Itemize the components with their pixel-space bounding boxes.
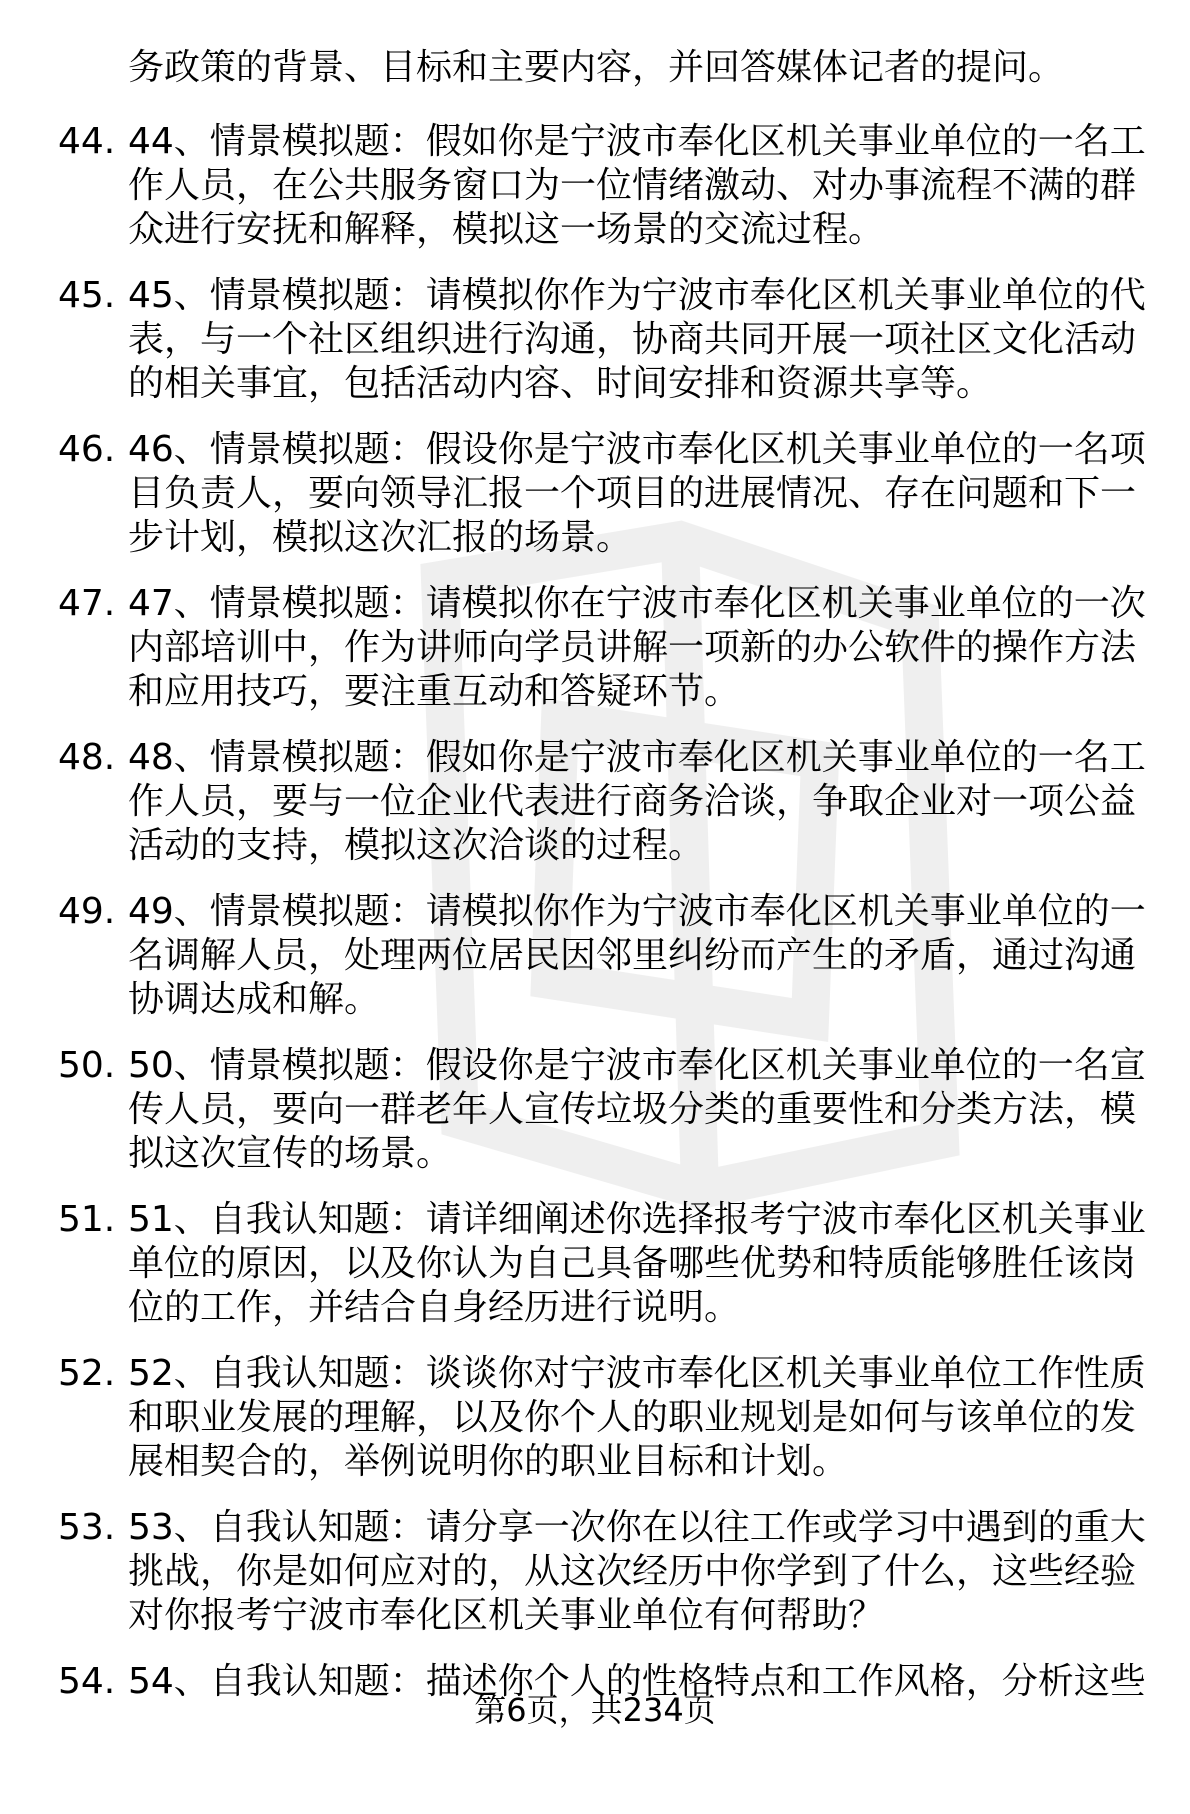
question-text-line: 44、情景模拟题：假如你是宁波市奉化区机关事业单位的一名工 xyxy=(128,121,1146,162)
question-item xyxy=(0,274,1190,428)
question-text xyxy=(128,428,1158,560)
question-text-line: 内部培训中，作为讲师向学员讲解一项新的办公软件的操作方法 xyxy=(128,627,1137,668)
question-text xyxy=(128,582,1158,714)
question-text-line: 51、自我认知题：请详细阐述你选择报考宁波市奉化区机关事业 xyxy=(128,1199,1146,1240)
question-text-line: 对你报考宁波市奉化区机关事业单位有何帮助？ xyxy=(128,1595,885,1636)
question-number: 50. xyxy=(58,1045,116,1086)
question-text-line: 众进行安抚和解释，模拟这一场景的交流过程。 xyxy=(128,209,885,250)
question-text-line: 作人员，在公共服务窗口为一位情绪激动、对办事流程不满的群 xyxy=(128,165,1137,206)
question-number: 47. xyxy=(58,583,116,624)
question-number: 49. xyxy=(58,891,116,932)
question-text-line: 和职业发展的理解，以及你个人的职业规划是如何与该单位的发 xyxy=(128,1397,1137,1438)
continuation-text: 务政策的背景、目标和主要内容，并回答媒体记者的提问。 xyxy=(128,47,1065,88)
question-text-line: 47、情景模拟题：请模拟你在宁波市奉化区机关事业单位的一次 xyxy=(128,583,1146,624)
question-text-line: 49、情景模拟题：请模拟你作为宁波市奉化区机关事业单位的一 xyxy=(128,891,1146,932)
question-text xyxy=(128,1044,1158,1176)
question-text xyxy=(128,274,1158,406)
question-number: 51. xyxy=(58,1199,116,1240)
question-text-line: 协调达成和解。 xyxy=(128,979,381,1020)
question-text-line: 的相关事宜，包括活动内容、时间安排和资源共享等。 xyxy=(128,363,993,404)
question-item xyxy=(0,1352,1190,1506)
question-text-line: 45、情景模拟题：请模拟你作为宁波市奉化区机关事业单位的代 xyxy=(128,275,1146,316)
question-item xyxy=(0,736,1190,890)
question-text xyxy=(128,1198,1158,1330)
question-text-line: 50、情景模拟题：假设你是宁波市奉化区机关事业单位的一名宣 xyxy=(128,1045,1146,1086)
question-text-line: 拟这次宣传的场景。 xyxy=(128,1133,453,1174)
question-number: 48. xyxy=(58,737,116,778)
question-number: 45. xyxy=(58,275,116,316)
question-number: 46. xyxy=(58,429,116,470)
question-text-line: 传人员，要向一群老年人宣传垃圾分类的重要性和分类方法，模 xyxy=(128,1089,1137,1130)
question-text-line: 名调解人员，处理两位居民因邻里纠纷而产生的矛盾，通过沟通 xyxy=(128,935,1137,976)
question-text-line: 目负责人，要向领导汇报一个项目的进展情况、存在问题和下一 xyxy=(128,473,1137,514)
question-text-line: 单位的原因，以及你认为自己具备哪些优势和特质能够胜任该岗 xyxy=(128,1243,1137,1284)
question-text-line: 48、情景模拟题：假如你是宁波市奉化区机关事业单位的一名工 xyxy=(128,737,1146,778)
question-text xyxy=(128,120,1158,252)
question-item xyxy=(0,428,1190,582)
question-item xyxy=(0,890,1190,1044)
question-list xyxy=(0,120,1190,1814)
question-item xyxy=(0,1198,1190,1352)
question-number: 54. xyxy=(58,1661,116,1702)
question-text-line: 表，与一个社区组织进行沟通，协商共同开展一项社区文化活动 xyxy=(128,319,1137,360)
question-text-line: 步计划，模拟这次汇报的场景。 xyxy=(128,517,633,558)
question-text-line: 作人员，要与一位企业代表进行商务洽谈，争取企业对一项公益 xyxy=(128,781,1137,822)
question-text-line: 46、情景模拟题：假设你是宁波市奉化区机关事业单位的一名项 xyxy=(128,429,1146,470)
question-number: 52. xyxy=(58,1353,116,1394)
question-text-line: 52、自我认知题：谈谈你对宁波市奉化区机关事业单位工作性质 xyxy=(128,1353,1146,1394)
question-item xyxy=(0,1506,1190,1660)
question-item xyxy=(0,1044,1190,1198)
question-text-line: 54、自我认知题：描述你个人的性格特点和工作风格，分析这些 xyxy=(128,1661,1146,1702)
question-item xyxy=(0,1660,1190,1814)
question-item xyxy=(0,582,1190,736)
question-text xyxy=(128,736,1158,868)
question-text-line: 挑战，你是如何应对的，从这次经历中你学到了什么，这些经验 xyxy=(128,1551,1137,1592)
question-number: 44. xyxy=(58,121,116,162)
question-text-line: 位的工作，并结合自身经历进行说明。 xyxy=(128,1287,741,1328)
page-footer: 第6页，共234页 xyxy=(474,1691,716,1729)
question-text-line: 展相契合的，举例说明你的职业目标和计划。 xyxy=(128,1441,849,1482)
question-text-line: 53、自我认知题：请分享一次你在以往工作或学习中遇到的重大 xyxy=(128,1507,1146,1548)
question-text xyxy=(128,1506,1158,1638)
question-number: 53. xyxy=(58,1507,116,1548)
question-item xyxy=(0,120,1190,274)
question-text xyxy=(128,1352,1158,1484)
question-text-line: 活动的支持，模拟这次洽谈的过程。 xyxy=(128,825,705,866)
question-text-line: 和应用技巧，要注重互动和答疑环节。 xyxy=(128,671,741,712)
question-text xyxy=(128,890,1158,1022)
